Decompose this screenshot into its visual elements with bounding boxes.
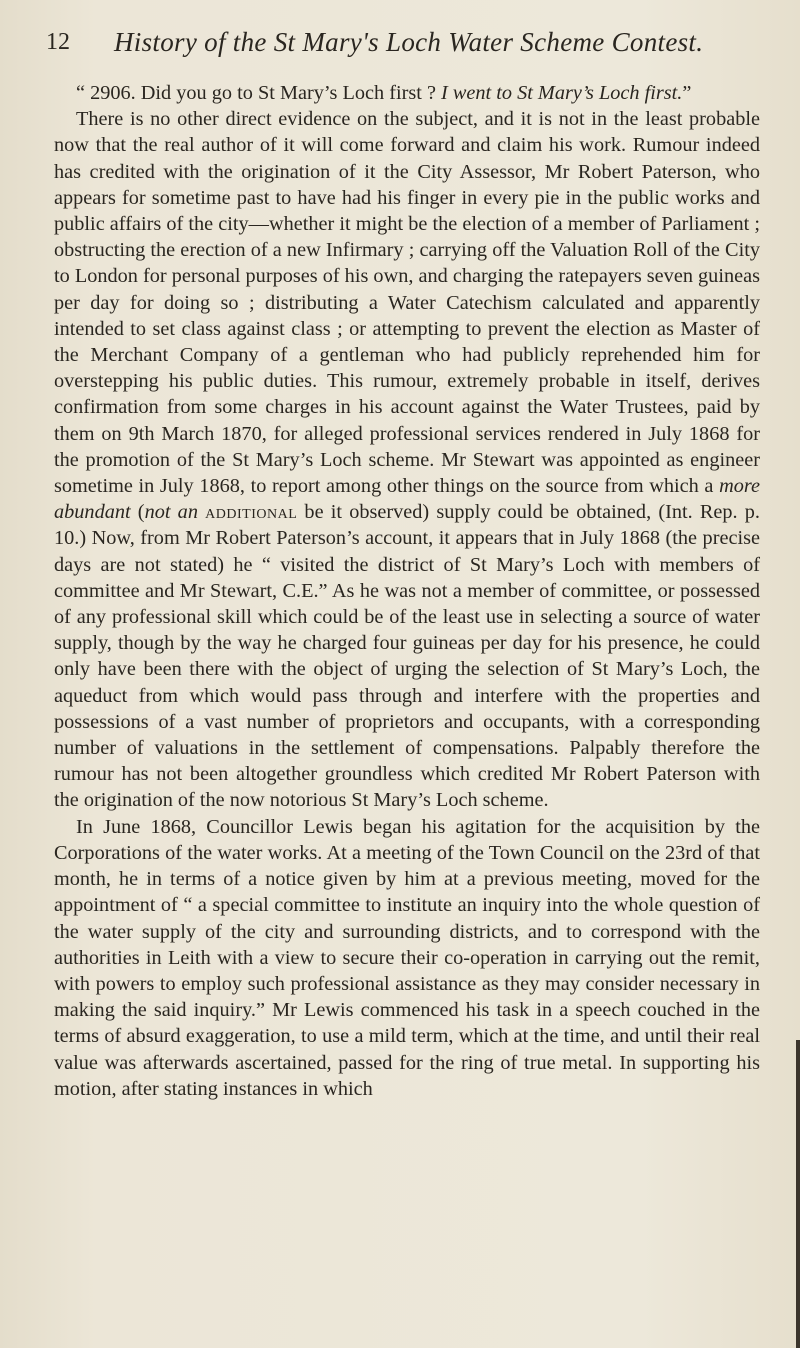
text-run: “ 2906. Did you go to St Mary’s Loch first ? bbox=[76, 82, 442, 104]
paragraph bbox=[54, 106, 760, 813]
italic-text: I went to St Mary’s Loch first. bbox=[441, 82, 683, 104]
text-run: In June 1868, Councillor Lewis began his agitation for the acquisition by the Corporations of the water works. At a meeting of the Town Council on the 23rd of that month, he in terms of a notice given by him at a previous meeting, moved for the appointment of “ a special committee to institute an inquiry into the whole question of the water supply of the city and surrounding districts, and to correspond with the authorities in Leith with a view to secure their co-operation in carrying out the remit, with powers to employ such professional assistance as they may consider necessary in making the said inquiry.” Mr Lewis commenced his task in a speech couched in the terms of absurd exaggeration, to use a mild term, which at the time, and until their real value was afterwards ascertained, passed for the ring of true metal. In supporting his motion, after stating instances in which bbox=[54, 815, 760, 1100]
running-header bbox=[46, 12, 758, 72]
text-run: ( bbox=[130, 501, 145, 524]
paragraph bbox=[54, 814, 760, 1102]
italic-text: more abundant bbox=[54, 475, 760, 524]
running-title: History of the St Mary's Loch Water Scheme Contest. bbox=[114, 26, 704, 57]
italic-text: not an bbox=[144, 501, 206, 524]
page-number: 12 bbox=[46, 28, 70, 55]
text-run: There is no other direct evidence on the subject, and it is not in the least probable now that the real author of it will come forward and claim his work. Rumour indeed has credited with the origination of it the City Assessor, Mr Robert Paterson, who appears for sometime past to have had his finger in every pie in the public works and public affairs of the city—whether it might be the election of a member of Parliament ; obstructing the erection of a new Infirmary ; carrying off the Valuation Roll of the City to London for personal purposes of his own, and charging the ratepayers seven guineas per day for doing so ; distributing a Water Catechism calculated and apparently intended to set class against class ; or attempting to prevent the election as Master of the Merchant Company of a gentleman who had publicly reprehended him for overstepping his public duties. This rumour, extremely probable in itself, derives confirmation from some charges in his account against the Water Trustees, paid by them on 9th March 1870, for alleged professional services rendered in July 1868 for the promotion of the St Mary’s Loch scheme. Mr Stewart was appointed as engineer sometime in July 1868, to report among other things on the source from which a bbox=[54, 108, 760, 498]
page-edge-shadow bbox=[796, 1040, 800, 1348]
body-text bbox=[54, 80, 760, 1102]
paragraph bbox=[54, 80, 760, 106]
text-run: be it observed) supply could be obtained, (Int. Rep. p. 10.) Now, from Mr Robert Paterson’s account, it appears that in July 1868 (the precise days are not stated) he “ visited the district of St Mary’s Loch with members of committee and Mr Stewart, C.E.” As he was not a member of committee, or possessed of any professional skill which could be of the least use in selecting a source of water supply, though by the way he charged four guineas per day for his presence, he could only have been there with the object of urging the selection of St Mary’s Loch, the aqueduct from which would pass through and interfere with the properties and possessions of a vast number of proprietors and occupants, with a corresponding number of valuations in the settlement of compensations. Palpably therefore the rumour has not been altogether groundless which credited Mr Robert Paterson with the origination of the now notorious St Mary’s Loch scheme. bbox=[54, 501, 760, 812]
text-run: ” bbox=[682, 82, 692, 104]
small-caps-text: additional bbox=[205, 501, 298, 524]
